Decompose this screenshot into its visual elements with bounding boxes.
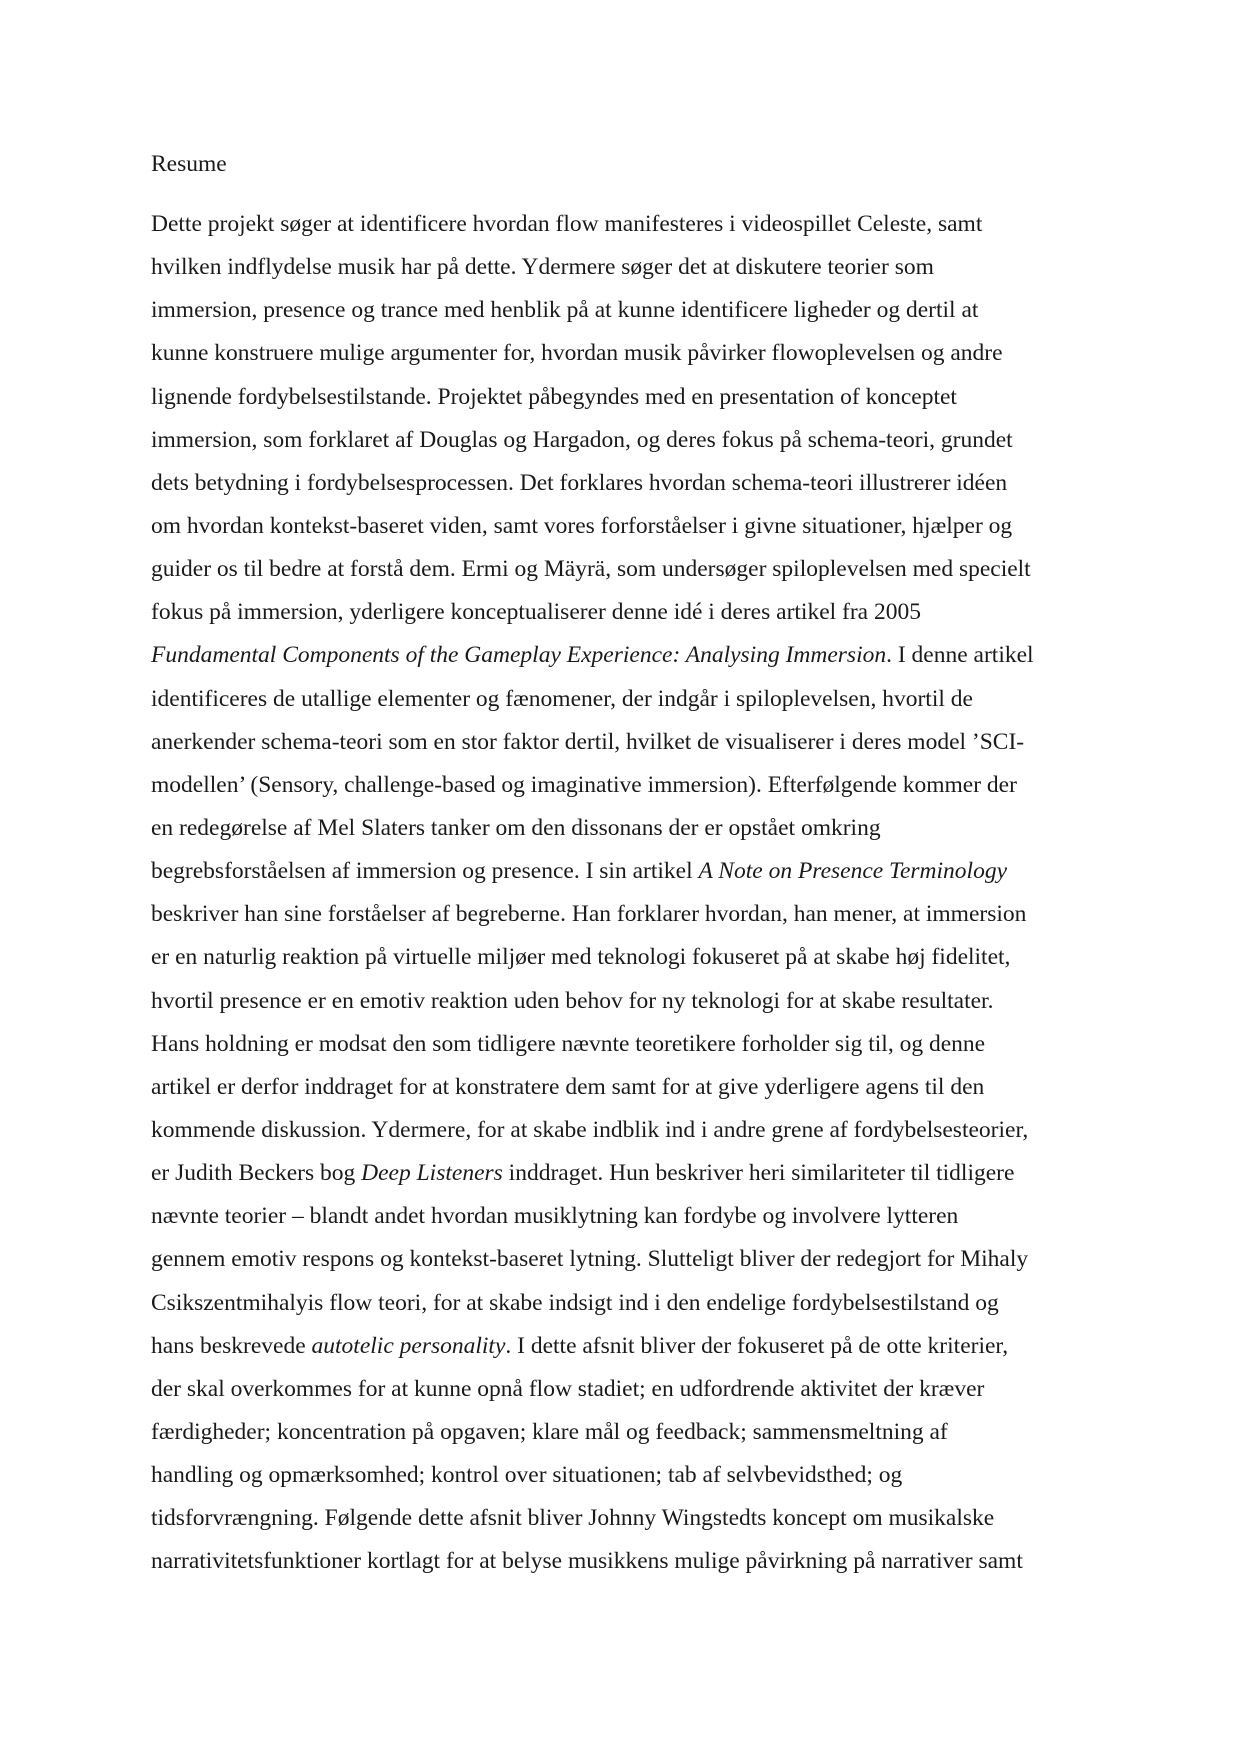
text-segment: modellen’ (Sensory, challenge-based og imaginative immersion). Efterfølgende kommer der — [151, 771, 1017, 798]
page-title: Resume — [151, 151, 227, 177]
text-line — [151, 253, 1101, 296]
text-segment: kommende diskussion. Ydermere, for at skabe indblik ind i andre grene af fordybelsesteorier, — [151, 1116, 1029, 1143]
text-line — [151, 943, 1101, 986]
text-segment: . I denne artikel — [886, 642, 1034, 669]
text-segment: der skal overkommes for at kunne opnå flow stadiet; en udfordrende aktivitet der kræver — [151, 1375, 985, 1402]
text-segment: guider os til bedre at forstå dem. Ermi og Mäyrä, som undersøger spiloplevelsen med specielt — [151, 556, 1031, 583]
text-line — [151, 1289, 1101, 1332]
text-segment: Dette projekt søger at identificere hvordan flow manifesteres i videospillet Celeste, samt — [151, 211, 983, 237]
text-line — [151, 1116, 1101, 1159]
text-segment: dets betydning i fordybelsesprocessen. Det forklares hvordan schema-teori illustrerer idéen — [151, 469, 1008, 496]
text-line — [151, 900, 1101, 943]
text-segment: immersion, som forklaret af Douglas og Hargadon, og deres fokus på schema-teori, grundet — [151, 426, 1013, 453]
text-line — [151, 1461, 1101, 1504]
text-segment: færdigheder; koncentration på opgaven; klare mål og feedback; sammensmeltning af — [151, 1418, 948, 1445]
text-segment: hvortil presence er en emotiv reaktion uden behov for ny teknologi for at skabe resultater. — [151, 987, 994, 1014]
italic-title: Fundamental Components of the Gameplay Experience: Analysing Immersion — [151, 642, 887, 669]
text-line — [151, 814, 1101, 857]
text-segment: om hvordan kontekst-baseret viden, samt vores forforståelser i givne situationer, hjælper og — [151, 512, 1013, 539]
text-line — [151, 1547, 1101, 1590]
text-segment: immersion, presence og trance med henblik på at kunne identificere ligheder og dertil at — [151, 297, 979, 324]
italic-title: A Note on Presence Terminology — [698, 858, 1008, 885]
text-line — [151, 1332, 1101, 1375]
text-line — [151, 598, 1101, 641]
text-line — [151, 210, 1101, 253]
text-line — [151, 555, 1101, 598]
text-segment: . I dette afsnit bliver der fokuseret på de otte kriterier, — [505, 1332, 1009, 1359]
text-line — [151, 1030, 1101, 1073]
text-line — [151, 383, 1101, 426]
text-segment: nævnte teorier – blandt andet hvordan musiklytning kan fordybe og involvere lytteren — [151, 1203, 959, 1230]
text-segment: Csikszentmihalyis flow teori, for at skabe indsigt ind i den endelige fordybelsestilstand og — [151, 1289, 999, 1316]
text-line — [151, 1418, 1101, 1461]
text-segment: kunne konstruere mulige argumenter for, hvordan musik påvirker flowoplevelsen og andre — [151, 340, 1003, 367]
text-segment: begrebsforståelsen af immersion og presence. I sin artikel — [151, 858, 699, 885]
text-line — [151, 685, 1101, 728]
text-line — [151, 728, 1101, 771]
text-segment: identificeres de utallige elementer og fænomener, der indgår i spiloplevelsen, hvortil de — [151, 685, 973, 712]
italic-title: Deep Listeners — [361, 1160, 503, 1187]
text-line — [151, 641, 1101, 684]
text-segment: er Judith Beckers bog — [151, 1160, 362, 1187]
text-line — [151, 857, 1101, 900]
text-segment: beskriver han sine forståelser af begreberne. Han forklarer hvordan, han mener, at immersion — [151, 901, 1027, 928]
text-segment: fokus på immersion, yderligere konceptualiserer denne idé i deres artikel fra 2005 — [151, 599, 921, 626]
text-line — [151, 339, 1101, 382]
text-segment: lignende fordybelsestilstande. Projektet påbegyndes med en presentation of konceptet — [151, 383, 957, 410]
text-segment: hvilken indflydelse musik har på dette. Ydermere søger det at diskutere teorier som — [151, 254, 934, 281]
text-segment: en redegørelse af Mel Slaters tanker om den dissonans der er opstået omkring — [151, 814, 881, 841]
text-line — [151, 296, 1101, 339]
text-line — [151, 987, 1101, 1030]
text-segment: handling og opmærksomhed; kontrol over situationen; tab af selvbevidsthed; og — [151, 1462, 903, 1489]
text-segment: er en naturlig reaktion på virtuelle miljøer med teknologi fokuseret på at skabe høj fidelitet, — [151, 944, 1011, 971]
text-line — [151, 1202, 1101, 1245]
body-paragraph — [151, 210, 1101, 1591]
text-line — [151, 1375, 1101, 1418]
text-line — [151, 512, 1101, 555]
text-line — [151, 1073, 1101, 1116]
text-line — [151, 771, 1101, 814]
text-segment: gennem emotiv respons og kontekst-baseret lytning. Slutteligt bliver der redegjort for Mihaly — [151, 1246, 1029, 1273]
text-segment: inddraget. Hun beskriver heri similariteter til tidligere — [502, 1160, 1015, 1187]
text-segment: tidsforvrængning. Følgende dette afsnit bliver Johnny Wingstedts koncept om musikalske — [151, 1505, 995, 1532]
text-segment: hans beskrevede — [151, 1332, 312, 1359]
text-segment: Hans holdning er modsat den som tidligere nævnte teoretikere forholder sig til, og denne — [151, 1030, 986, 1057]
text-segment: anerkender schema-teori som en stor faktor dertil, hvilket de visualiserer i deres model ’SCI- — [151, 728, 1025, 755]
text-line — [151, 469, 1101, 512]
text-line — [151, 1159, 1101, 1202]
text-line — [151, 1245, 1101, 1288]
text-line — [151, 1504, 1101, 1547]
text-segment: artikel er derfor inddraget for at konstratere dem samt for at give yderligere agens til den — [151, 1073, 985, 1100]
text-segment: narrativitetsfunktioner kortlagt for at belyse musikkens mulige påvirkning på narrativer samt — [151, 1548, 1023, 1575]
italic-title: autotelic personality — [311, 1332, 506, 1359]
text-line — [151, 426, 1101, 469]
